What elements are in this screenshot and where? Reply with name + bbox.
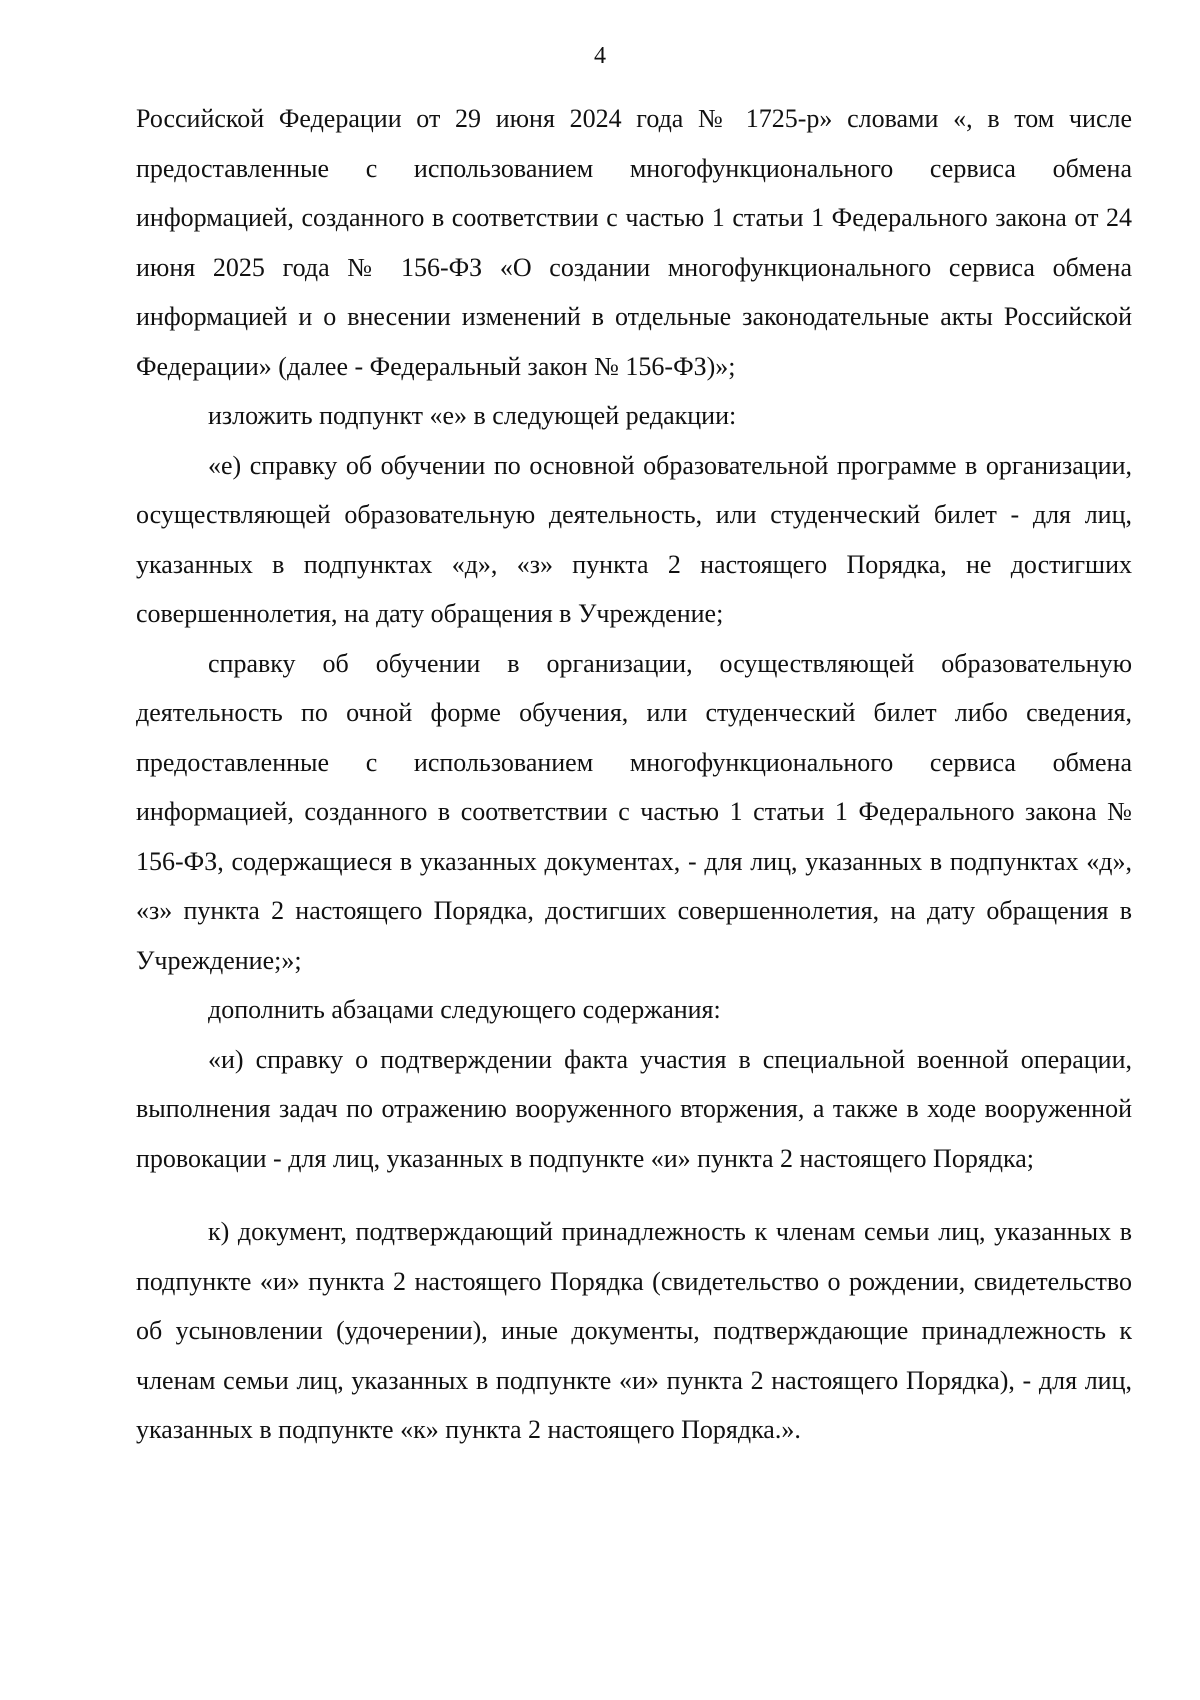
paragraph-subitem-e: «е) справку об обучении по основной образовательной программе в организации, осуществляющей образовательную деятельность, или студенческий билет - для лиц, указанных в подпунктах «д», «з» пункта 2 настоящего Порядка, не достигших совершеннолетия, на дату обращения в Учреждение;: [136, 450, 1132, 628]
paragraph-instruction-e: изложить подпункт «е» в следующей редакции:: [208, 401, 737, 430]
document-body: [136, 94, 1132, 1455]
paragraph-continuation: Российской Федерации от 29 июня 2024 года № 1725-р» словами «, в том числе предоставленные с использованием многофункционального сервиса обмена информацией, созданного в соответствии с частью 1 статьи 1 Федерального закона от 24 июня 2025 года № 156-ФЗ «О создании многофункционального сервиса обмена информацией и о внесении изменений в отдельные законодательные акты Российской Федерации» (далее - Федеральный закон № 156-ФЗ)»;: [136, 104, 1132, 381]
paragraph-subitem-k: к) документ, подтверждающий принадлежность к членам семьи лиц, указанных в подпункте «и» пункта 2 настоящего Порядка (свидетельство о рождении, свидетельство об усыновлении (удочерении), иные документы, подтверждающие принадлежность к членам семьи лиц, указанных в подпункте «и» пункта 2 настоящего Порядка), - для лиц, указанных в подпункте «к» пункта 2 настоящего Порядка.».: [136, 1217, 1132, 1444]
paragraph-subitem-i: «и) справку о подтверждении факта участия в специальной военной операции, выполнения задач по отражению вооруженного вторжения, а также в ходе вооруженной провокации - для лиц, указанных в подпункте «и» пункта 2 настоящего Порядка;: [136, 1044, 1132, 1173]
paragraph-instruction-add: дополнить абзацами следующего содержания:: [208, 995, 721, 1024]
paragraph-study-certificate: справку об обучении в организации, осуществляющей образовательную деятельность по очной форме обучения, или студенческий билет либо сведения, предоставленные с использованием многофункционального сервиса обмена информацией, созданного в соответствии с частью 1 статьи 1 Федерального закона № 156-ФЗ, содержащиеся в указанных документах, - для лиц, указанных в подпунктах «д», «з» пункта 2 настоящего Порядка, достигших совершеннолетия, на дату обращения в Учреждение;»;: [136, 648, 1132, 975]
page-number: 4: [594, 43, 606, 69]
